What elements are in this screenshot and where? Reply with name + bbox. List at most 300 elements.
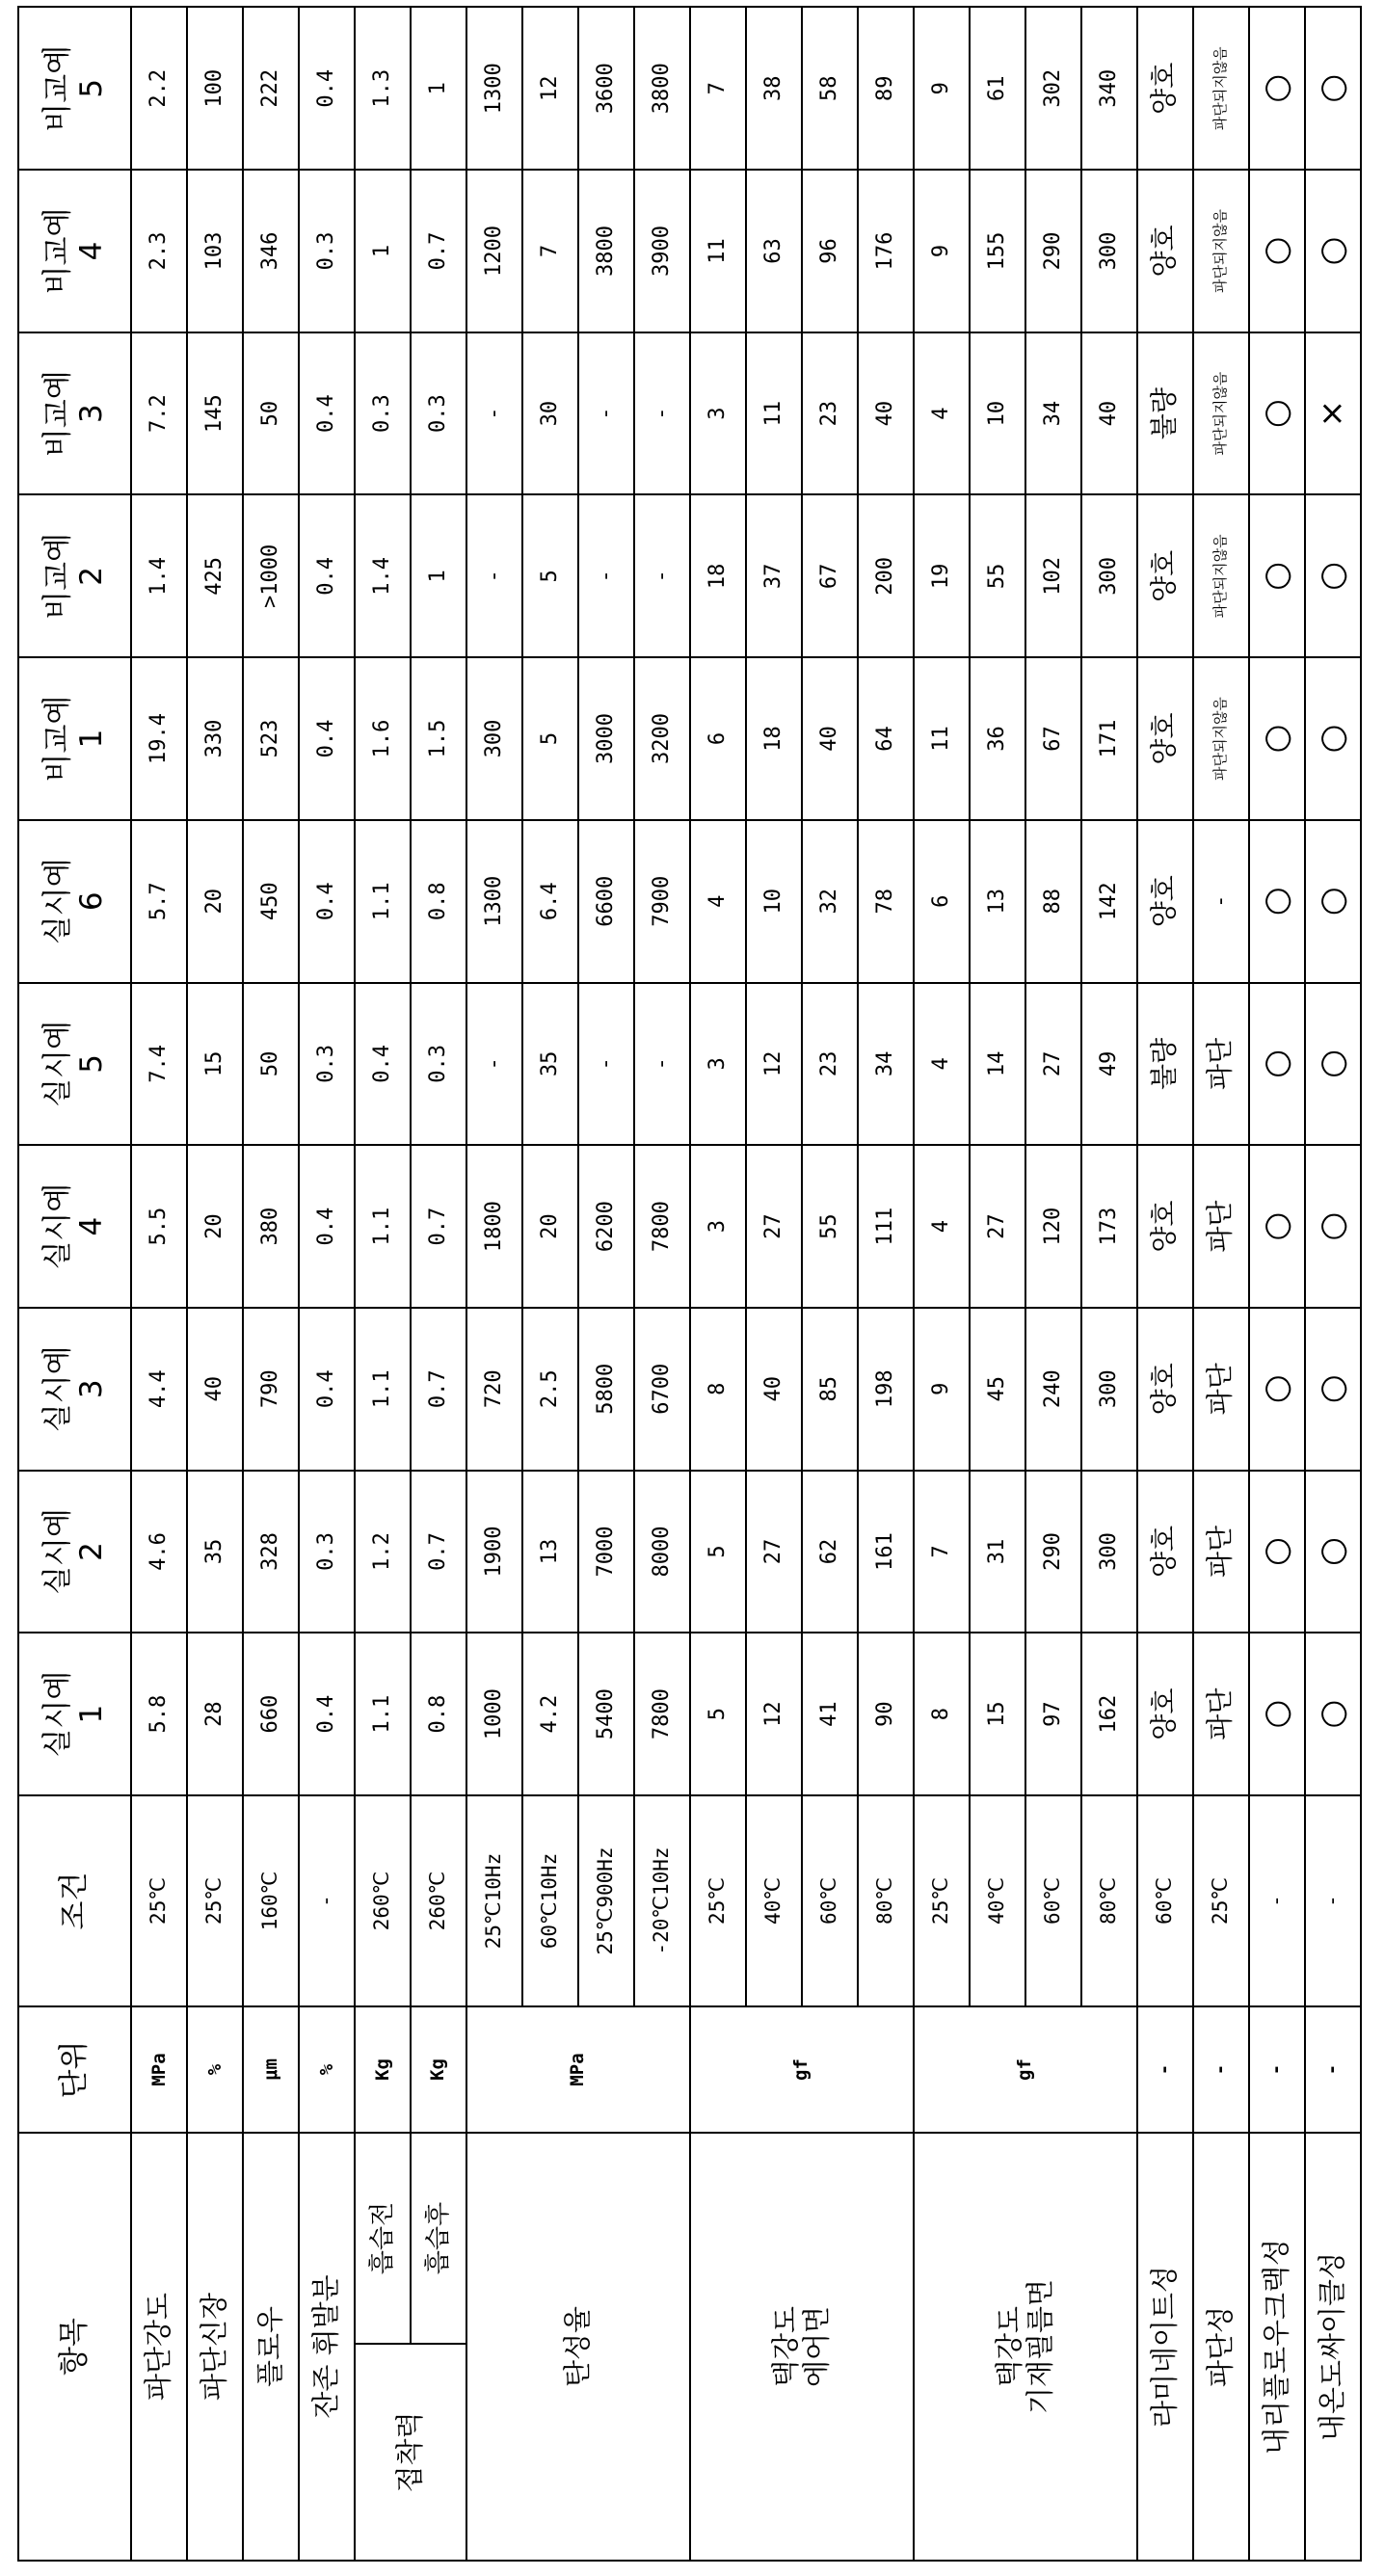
value-cell: 양호: [1137, 1308, 1193, 1471]
header-example: [18, 1145, 131, 1308]
value-cell: 61: [970, 7, 1025, 170]
condition-cell: 25℃: [914, 1795, 970, 2006]
value-cell: 0.4: [299, 332, 355, 495]
value-cell: 340: [1081, 7, 1137, 170]
value-cell: 0.3: [411, 983, 466, 1146]
value-cell: ○: [1249, 983, 1305, 1146]
value-cell: 290: [1025, 1471, 1081, 1633]
value-cell: 7: [690, 7, 746, 170]
example-name: 실시예: [41, 984, 74, 1145]
value-cell: 0.4: [299, 1145, 355, 1308]
value-cell: 1200: [466, 170, 522, 332]
value-cell: 0.8: [411, 1633, 466, 1795]
value-cell: 300: [1081, 1308, 1137, 1471]
value-cell: 7.4: [131, 983, 187, 1146]
item-label: 내온도싸이클성: [1305, 2133, 1361, 2561]
item-label: 플로우: [243, 2133, 299, 2561]
example-number: 5: [75, 984, 108, 1145]
value-cell: 18: [690, 495, 746, 658]
value-cell: 양호: [1137, 657, 1193, 820]
example-number: 6: [75, 821, 108, 982]
table-row: [690, 7, 746, 2561]
value-cell: 55: [802, 1145, 858, 1308]
value-cell: ○: [1249, 170, 1305, 332]
example-name: 비교예: [41, 171, 74, 332]
example-name: 비교예: [41, 658, 74, 819]
unit-cell: -: [1193, 2006, 1249, 2133]
value-cell: 35: [187, 1471, 243, 1633]
condition-cell: -: [299, 1795, 355, 2006]
value-cell: 9: [914, 170, 970, 332]
value-cell: 0.7: [411, 1308, 466, 1471]
value-cell: 1.4: [131, 495, 187, 658]
example-number: 2: [75, 1472, 108, 1633]
value-cell: 파단: [1193, 1471, 1249, 1633]
header-example: [18, 983, 131, 1146]
header-condition: 조건: [18, 1795, 131, 2006]
condition-cell: 25℃900Hz: [578, 1795, 634, 2006]
value-cell: 6.4: [522, 820, 578, 983]
table-row: [466, 7, 522, 2561]
value-cell: 5800: [578, 1308, 634, 1471]
value-cell: 파단: [1193, 1308, 1249, 1471]
value-cell: 78: [858, 820, 914, 983]
value-cell: 4: [914, 1145, 970, 1308]
value-cell: 155: [970, 170, 1025, 332]
value-cell: 3800: [634, 7, 690, 170]
example-number: 1: [75, 1633, 108, 1794]
condition-cell: -: [1305, 1795, 1361, 2006]
example-name: 실시예: [41, 1633, 74, 1794]
value-cell: 34: [1025, 332, 1081, 495]
example-number: 5: [75, 8, 108, 169]
value-cell: 8000: [634, 1471, 690, 1633]
value-cell: 145: [187, 332, 243, 495]
value-cell: 9: [914, 7, 970, 170]
value-cell: 27: [746, 1471, 802, 1633]
value-cell: 171: [1081, 657, 1137, 820]
example-number: 3: [75, 333, 108, 494]
value-cell: 3900: [634, 170, 690, 332]
value-cell: 0.7: [411, 170, 466, 332]
value-cell: 7: [914, 1471, 970, 1633]
value-cell: 23: [802, 983, 858, 1146]
value-cell: -: [578, 495, 634, 658]
value-cell: 7900: [634, 820, 690, 983]
value-cell: 1: [411, 7, 466, 170]
value-cell: ○: [1305, 495, 1361, 658]
value-cell: 양호: [1137, 170, 1193, 332]
value-cell: ○: [1249, 1633, 1305, 1795]
value-cell: 양호: [1137, 7, 1193, 170]
condition-cell: 25℃: [131, 1795, 187, 2006]
value-cell: 1.3: [355, 7, 411, 170]
header-row: [18, 7, 131, 2561]
header-example: [18, 1633, 131, 1795]
value-cell: 1.1: [355, 1308, 411, 1471]
value-cell: 1800: [466, 1145, 522, 1308]
header-item: 항목: [18, 2133, 131, 2561]
value-cell: 100: [187, 7, 243, 170]
value-cell: 0.3: [299, 170, 355, 332]
value-cell: 0.3: [299, 983, 355, 1146]
value-cell: 4.4: [131, 1308, 187, 1471]
value-cell: 88: [1025, 820, 1081, 983]
item-label: 잔존 휘발분: [299, 2133, 355, 2561]
value-cell: ○: [1249, 1308, 1305, 1471]
value-cell: 90: [858, 1633, 914, 1795]
value-cell: 4.6: [131, 1471, 187, 1633]
condition-cell: 25℃: [187, 1795, 243, 2006]
value-cell: 1300: [466, 820, 522, 983]
value-cell: 4.2: [522, 1633, 578, 1795]
value-cell: 5: [690, 1633, 746, 1795]
value-cell: ○: [1305, 820, 1361, 983]
value-cell: 0.4: [355, 983, 411, 1146]
value-cell: 양호: [1137, 820, 1193, 983]
value-cell: 18: [746, 657, 802, 820]
item-label: [690, 2133, 914, 2561]
value-cell: 파단: [1193, 1145, 1249, 1308]
value-cell: 11: [746, 332, 802, 495]
value-cell: 328: [243, 1471, 299, 1633]
unit-cell: gf: [690, 2006, 914, 2133]
value-cell: 파단되지않음: [1193, 170, 1249, 332]
value-cell: 5.5: [131, 1145, 187, 1308]
value-cell: 36: [970, 657, 1025, 820]
header-example: [18, 1471, 131, 1633]
item-sublabel: 흡습전: [355, 2133, 411, 2344]
value-cell: 302: [1025, 7, 1081, 170]
value-cell: -: [578, 332, 634, 495]
value-cell: 19: [914, 495, 970, 658]
condition-cell: -20℃10Hz: [634, 1795, 690, 2006]
condition-cell: 60℃: [1137, 1795, 1193, 2006]
example-number: 4: [75, 171, 108, 332]
value-cell: 0.3: [355, 332, 411, 495]
table-row: [1137, 7, 1193, 2561]
value-cell: 38: [746, 7, 802, 170]
table-row: [243, 7, 299, 2561]
value-cell: 40: [858, 332, 914, 495]
value-cell: 0.4: [299, 1308, 355, 1471]
value-cell: -: [466, 495, 522, 658]
value-cell: 1.5: [411, 657, 466, 820]
example-number: 1: [75, 658, 108, 819]
condition-cell: 260℃: [355, 1795, 411, 2006]
value-cell: 2.2: [131, 7, 187, 170]
value-cell: 4: [914, 332, 970, 495]
value-cell: 300: [1081, 170, 1137, 332]
value-cell: 176: [858, 170, 914, 332]
unit-cell: %: [187, 2006, 243, 2133]
value-cell: 40: [1081, 332, 1137, 495]
condition-cell: -: [1249, 1795, 1305, 2006]
value-cell: ○: [1249, 332, 1305, 495]
value-cell: 1300: [466, 7, 522, 170]
value-cell: 161: [858, 1471, 914, 1633]
header-example: [18, 170, 131, 332]
value-cell: 240: [1025, 1308, 1081, 1471]
value-cell: 85: [802, 1308, 858, 1471]
table-row: [411, 7, 466, 2561]
condition-cell: 80℃: [858, 1795, 914, 2006]
value-cell: 41: [802, 1633, 858, 1795]
value-cell: 1.4: [355, 495, 411, 658]
value-cell: 12: [746, 983, 802, 1146]
value-cell: 27: [970, 1145, 1025, 1308]
value-cell: 3200: [634, 657, 690, 820]
value-cell: -: [466, 983, 522, 1146]
condition-cell: 40℃: [746, 1795, 802, 2006]
value-cell: 4: [914, 983, 970, 1146]
example-name: 실시예: [41, 1146, 74, 1307]
value-cell: ○: [1305, 1308, 1361, 1471]
value-cell: 6700: [634, 1308, 690, 1471]
value-cell: 6: [690, 657, 746, 820]
value-cell: 23: [802, 332, 858, 495]
value-cell: 3: [690, 983, 746, 1146]
item-label-line: 택강도: [771, 2134, 802, 2560]
header-example: [18, 7, 131, 170]
value-cell: 파단: [1193, 983, 1249, 1146]
value-cell: 0.4: [299, 495, 355, 658]
value-cell: -: [634, 495, 690, 658]
value-cell: 7000: [578, 1471, 634, 1633]
value-cell: 파단되지않음: [1193, 7, 1249, 170]
value-cell: 3800: [578, 170, 634, 332]
value-cell: ○: [1305, 983, 1361, 1146]
item-label: [914, 2133, 1137, 2561]
condition-cell: 25℃10Hz: [466, 1795, 522, 2006]
table-row: [299, 7, 355, 2561]
value-cell: -: [634, 983, 690, 1146]
value-cell: 0.4: [299, 820, 355, 983]
value-cell: 40: [187, 1308, 243, 1471]
table-row: [1193, 7, 1249, 2561]
condition-cell: 60℃: [1025, 1795, 1081, 2006]
value-cell: 45: [970, 1308, 1025, 1471]
example-name: 비교예: [41, 496, 74, 657]
unit-cell: MPa: [131, 2006, 187, 2133]
table-row: [1305, 7, 1361, 2561]
value-cell: 8: [914, 1633, 970, 1795]
value-cell: 13: [970, 820, 1025, 983]
condition-cell: 160℃: [243, 1795, 299, 2006]
table-row: [1249, 7, 1305, 2561]
header-example: [18, 657, 131, 820]
value-cell: 0.7: [411, 1145, 466, 1308]
value-cell: 양호: [1137, 1145, 1193, 1308]
value-cell: 40: [802, 657, 858, 820]
example-number: 3: [75, 1309, 108, 1470]
item-label: 내리플로우크랙성: [1249, 2133, 1305, 2561]
value-cell: 300: [1081, 495, 1137, 658]
value-cell: 1900: [466, 1471, 522, 1633]
value-cell: 35: [522, 983, 578, 1146]
value-cell: 5.8: [131, 1633, 187, 1795]
value-cell: 5400: [578, 1633, 634, 1795]
value-cell: 5.7: [131, 820, 187, 983]
value-cell: ○: [1249, 1471, 1305, 1633]
value-cell: 300: [466, 657, 522, 820]
header-example: [18, 1308, 131, 1471]
value-cell: >1000: [243, 495, 299, 658]
unit-cell: gf: [914, 2006, 1137, 2133]
value-cell: 4: [690, 820, 746, 983]
value-cell: 7800: [634, 1633, 690, 1795]
value-cell: ○: [1305, 1471, 1361, 1633]
value-cell: 10: [970, 332, 1025, 495]
value-cell: 330: [187, 657, 243, 820]
properties-table: [17, 6, 1362, 2562]
value-cell: 11: [914, 657, 970, 820]
item-label: 접착력: [355, 2344, 466, 2561]
example-name: 비교예: [41, 333, 74, 494]
value-cell: 12: [522, 7, 578, 170]
table-row: [914, 7, 970, 2561]
value-cell: 15: [187, 983, 243, 1146]
value-cell: 3600: [578, 7, 634, 170]
value-cell: 파단되지않음: [1193, 495, 1249, 658]
value-cell: 660: [243, 1633, 299, 1795]
item-label-line: 기재필름면: [1025, 2134, 1056, 2560]
table-row: [355, 7, 411, 2561]
unit-cell: μm: [243, 2006, 299, 2133]
example-name: 실시예: [41, 1309, 74, 1470]
item-label: 라미네이트성: [1137, 2133, 1193, 2561]
value-cell: 50: [243, 332, 299, 495]
value-cell: -: [466, 332, 522, 495]
header-unit: 단위: [18, 2006, 131, 2133]
value-cell: 7: [522, 170, 578, 332]
value-cell: ×: [1305, 332, 1361, 495]
value-cell: 5: [522, 495, 578, 658]
value-cell: 0.7: [411, 1471, 466, 1633]
value-cell: 380: [243, 1145, 299, 1308]
value-cell: 0.3: [411, 332, 466, 495]
unit-cell: -: [1305, 2006, 1361, 2133]
value-cell: 6: [914, 820, 970, 983]
value-cell: 55: [970, 495, 1025, 658]
item-label: 파단신장: [187, 2133, 243, 2561]
value-cell: 58: [802, 7, 858, 170]
value-cell: -: [578, 983, 634, 1146]
value-cell: 27: [1025, 983, 1081, 1146]
item-label-line: 택강도: [995, 2134, 1025, 2560]
example-name: 실시예: [41, 821, 74, 982]
value-cell: 1.1: [355, 1145, 411, 1308]
value-cell: 40: [746, 1308, 802, 1471]
value-cell: 37: [746, 495, 802, 658]
value-cell: 790: [243, 1308, 299, 1471]
value-cell: 7800: [634, 1145, 690, 1308]
rotated-table-container: [17, 8, 1362, 2562]
value-cell: 파단: [1193, 1633, 1249, 1795]
value-cell: 2.3: [131, 170, 187, 332]
item-label: 탄성율: [466, 2133, 690, 2561]
value-cell: 양호: [1137, 495, 1193, 658]
value-cell: 9: [914, 1308, 970, 1471]
value-cell: 0.4: [299, 1633, 355, 1795]
value-cell: 120: [1025, 1145, 1081, 1308]
value-cell: 32: [802, 820, 858, 983]
value-cell: ○: [1249, 495, 1305, 658]
value-cell: 1: [355, 170, 411, 332]
value-cell: 양호: [1137, 1471, 1193, 1633]
value-cell: 111: [858, 1145, 914, 1308]
unit-cell: -: [1249, 2006, 1305, 2133]
value-cell: 173: [1081, 1145, 1137, 1308]
value-cell: 346: [243, 170, 299, 332]
value-cell: 1000: [466, 1633, 522, 1795]
value-cell: 20: [187, 1145, 243, 1308]
value-cell: 425: [187, 495, 243, 658]
unit-cell: Kg: [411, 2006, 466, 2133]
condition-cell: 260℃: [411, 1795, 466, 2006]
value-cell: 3000: [578, 657, 634, 820]
value-cell: 7.2: [131, 332, 187, 495]
value-cell: 64: [858, 657, 914, 820]
value-cell: 1.6: [355, 657, 411, 820]
condition-cell: 25℃: [690, 1795, 746, 2006]
value-cell: 30: [522, 332, 578, 495]
value-cell: 19.4: [131, 657, 187, 820]
value-cell: -: [634, 332, 690, 495]
header-example: [18, 332, 131, 495]
value-cell: 6600: [578, 820, 634, 983]
value-cell: ○: [1305, 7, 1361, 170]
item-label: 파단강도: [131, 2133, 187, 2561]
value-cell: 12: [746, 1633, 802, 1795]
value-cell: 11: [690, 170, 746, 332]
value-cell: 290: [1025, 170, 1081, 332]
value-cell: ○: [1305, 1633, 1361, 1795]
value-cell: 1.2: [355, 1471, 411, 1633]
value-cell: 1: [411, 495, 466, 658]
value-cell: 0.8: [411, 820, 466, 983]
item-sublabel: 흡습후: [411, 2133, 466, 2344]
unit-cell: -: [1137, 2006, 1193, 2133]
value-cell: 49: [1081, 983, 1137, 1146]
value-cell: 31: [970, 1471, 1025, 1633]
value-cell: 102: [1025, 495, 1081, 658]
value-cell: 8: [690, 1308, 746, 1471]
value-cell: 14: [970, 983, 1025, 1146]
table-row: [187, 7, 243, 2561]
unit-cell: Kg: [355, 2006, 411, 2133]
value-cell: 67: [802, 495, 858, 658]
value-cell: 103: [187, 170, 243, 332]
value-cell: 50: [243, 983, 299, 1146]
header-example: [18, 820, 131, 983]
item-label: 파단성: [1193, 2133, 1249, 2561]
example-number: 2: [75, 496, 108, 657]
value-cell: 0.4: [299, 657, 355, 820]
value-cell: 10: [746, 820, 802, 983]
value-cell: 3: [690, 1145, 746, 1308]
value-cell: ○: [1249, 820, 1305, 983]
value-cell: 96: [802, 170, 858, 332]
value-cell: 27: [746, 1145, 802, 1308]
value-cell: 5: [690, 1471, 746, 1633]
value-cell: 34: [858, 983, 914, 1146]
value-cell: 파단되지않음: [1193, 657, 1249, 820]
value-cell: 13: [522, 1471, 578, 1633]
value-cell: 720: [466, 1308, 522, 1471]
condition-cell: 60℃10Hz: [522, 1795, 578, 2006]
value-cell: 97: [1025, 1633, 1081, 1795]
